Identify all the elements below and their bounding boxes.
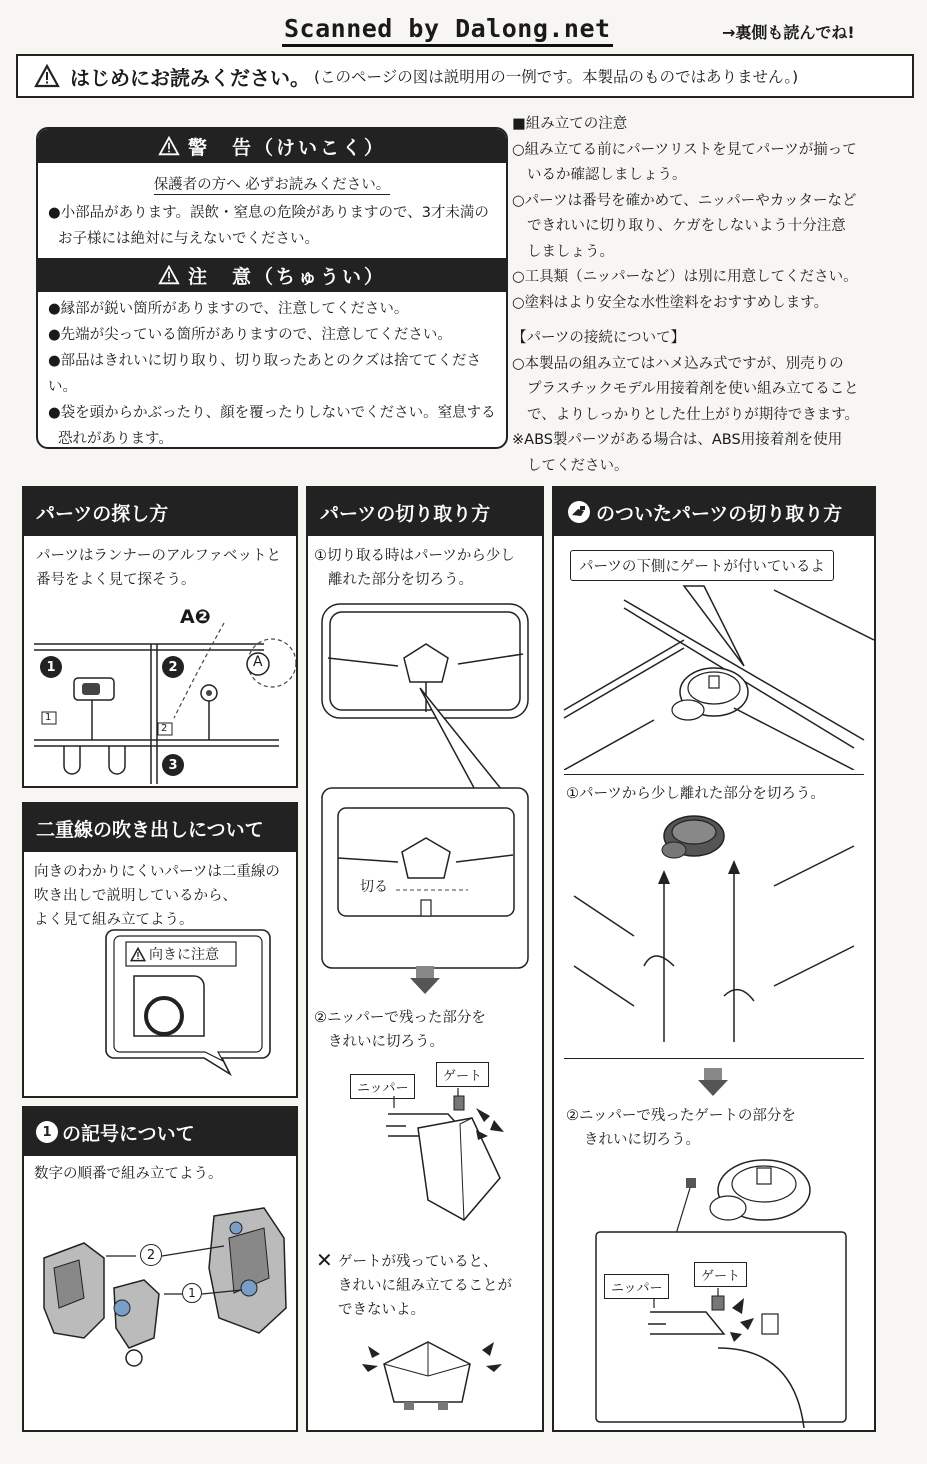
ng-text: ゲートが残っていると、 きれいに組み立てることが できないよ。 <box>338 1254 512 1318</box>
step-label-1: 1 <box>182 1283 202 1303</box>
intro-banner <box>16 54 914 98</box>
divider <box>564 774 864 775</box>
gate-left-diagram <box>348 1324 518 1424</box>
caution-line: 恐れがあります。 <box>58 431 173 447</box>
nipper-label: ニッパー <box>350 1074 415 1099</box>
find-parts-panel <box>22 486 298 788</box>
double-line-callout: 向きに注意 <box>130 944 219 964</box>
cut-runner-diagram <box>308 600 542 970</box>
gate-nipper-label: ニッパー <box>604 1274 669 1299</box>
down-arrow-icon <box>704 1068 722 1080</box>
divider <box>564 1058 864 1059</box>
gate-parts-title-bar <box>554 488 874 536</box>
scanned-watermark: Scanned by Dalong.net <box>282 14 613 47</box>
connect-line: プラスチックモデル用接着剤を使い組み立てること <box>527 381 859 397</box>
find-parts-title: パーツの探し方 <box>24 488 296 536</box>
warning-title: 警 告（けいこく） <box>187 136 386 159</box>
caution-line: ●先端が尖っている箇所がありますので、注意してください。 <box>48 327 452 343</box>
warning-box <box>36 127 508 449</box>
gate-step2-text: ②ニッパーで残ったゲートの部分を きれいに切ろう。 <box>566 1108 796 1148</box>
cut-step2-text: ②ニッパーで残った部分を きれいに切ろう。 <box>314 1010 486 1050</box>
connect-line: ○本製品の組み立てはハメ込み式ですが、別売りの <box>512 355 844 372</box>
symbol-title-bar <box>24 1108 296 1156</box>
warning-line: ●小部品があります。誤飲・窒息の危険がありますので、3才未満の <box>48 205 489 221</box>
gate-step1-text: ①パーツから少し離れた部分を切ろう。 <box>566 786 825 802</box>
warning-line: お子様には絶対に与えないでください。 <box>58 231 319 247</box>
cut-parts-title: パーツの切り取り方 <box>308 488 542 536</box>
caution-line: ●袋を頭からかぶったり、顔を覆ったりしないでください。窒息する <box>48 405 496 421</box>
note-line: ○パーツは番号を確かめて、ニッパーやカッターなど <box>512 192 857 209</box>
symbol-title: の記号について <box>62 1122 195 1145</box>
caution-title: 注 意（ちゅうい） <box>187 265 386 288</box>
gate-lift-diagram <box>554 806 874 1056</box>
assembly-notes <box>512 112 862 479</box>
warning-icon <box>34 64 60 88</box>
cut-parts-panel <box>306 486 544 1432</box>
warning-icon <box>130 947 146 962</box>
runner-number-3: 3 <box>162 754 184 776</box>
connect-line: ※ABS製パーツがある場合は、ABS用接着剤を使用 <box>512 432 843 448</box>
runner-number-1: 1 <box>40 656 62 678</box>
note-line: できれいに切り取り、ケガをしないよう十分注意 <box>527 218 846 234</box>
note-line: ○組み立てる前にパーツリストを見てパーツが揃って <box>512 141 857 158</box>
warning-header <box>38 129 506 163</box>
warning-icon <box>158 136 180 156</box>
runner-number-2: 2 <box>162 656 184 678</box>
connect-line: で、よりしっかりとした仕上がりが期待できます。 <box>527 406 860 423</box>
see-reverse-note: →裏側も読んでね! <box>722 23 855 42</box>
gate-callout: パーツの下側にゲートが付いているよ <box>570 550 834 581</box>
assembly-notes-title: ■組み立ての注意 <box>512 116 628 132</box>
down-arrow-icon <box>410 978 440 994</box>
double-line-text: 向きのわかりにくいパーツは二重線の 吹き出しで説明しているから、 よく見て組み立てよう。 <box>34 864 280 928</box>
runner-small-2: 2 <box>161 723 168 734</box>
step-label-2: 2 <box>140 1244 162 1266</box>
gate-label: ゲート <box>436 1062 489 1087</box>
nipper-cut-diagram <box>308 1088 542 1228</box>
intro-title: はじめにお読みください。 <box>70 65 310 90</box>
runner-small-1: 1 <box>45 712 52 723</box>
down-arrow-icon <box>698 1080 728 1096</box>
runner-label-a2: A❷ <box>180 606 211 628</box>
gate-parts-panel <box>552 486 876 1432</box>
gate-mark-icon <box>566 500 592 524</box>
note-line: いるか確認しましょう。 <box>527 167 687 183</box>
warning-subtitle: 保護者の方へ 必ずお読みください。 <box>153 177 391 193</box>
caution-line: ●部品はきれいに切り取り、切り取ったあとのクズは捨ててください。 <box>48 353 482 395</box>
note-line: ○工具類（ニッパーなど）は別に用意してください。 <box>512 269 858 285</box>
gate-parts-title: のついたパーツの切り取り方 <box>596 502 843 525</box>
down-arrow-icon <box>416 966 434 978</box>
ng-mark-icon: ✕ <box>316 1248 333 1272</box>
connect-title: 【パーツの接続について】 <box>512 330 686 346</box>
symbol-diagram <box>24 1198 296 1428</box>
circled-number-icon: 1 <box>36 1121 58 1143</box>
caution-line: ●縁部が鋭い箇所がありますので、注意してください。 <box>48 301 409 317</box>
symbol-panel <box>22 1106 298 1432</box>
double-line-panel <box>22 802 298 1098</box>
gate-runner-diagram <box>554 580 874 770</box>
find-parts-text: パーツはランナーのアルファベットと 番号をよく見て探そう。 <box>36 548 282 588</box>
note-line: ○塗料はより安全な水性塗料をおすすめします。 <box>512 294 829 311</box>
cut-label: 切る <box>360 879 388 895</box>
runner-diagram <box>24 588 296 784</box>
double-line-title: 二重線の吹き出しについて <box>24 804 296 852</box>
gate-finish-diagram <box>554 1148 874 1428</box>
warning-lines <box>38 194 506 252</box>
note-line: しましょう。 <box>527 243 614 260</box>
connect-line: してください。 <box>527 457 629 474</box>
gate-gate-label: ゲート <box>694 1262 747 1287</box>
cut-step1-text: ①切り取る時はパーツから少し 離れた部分を切ろう。 <box>314 548 515 588</box>
runner-letter-a: A <box>253 654 263 670</box>
symbol-text: 数字の順番で組み立てよう。 <box>34 1166 223 1182</box>
intro-note: (このページの図は説明用の一例です。本製品のものではありません。) <box>314 68 799 86</box>
warning-icon <box>158 265 180 285</box>
caution-lines <box>38 292 506 449</box>
caution-header <box>38 258 506 292</box>
